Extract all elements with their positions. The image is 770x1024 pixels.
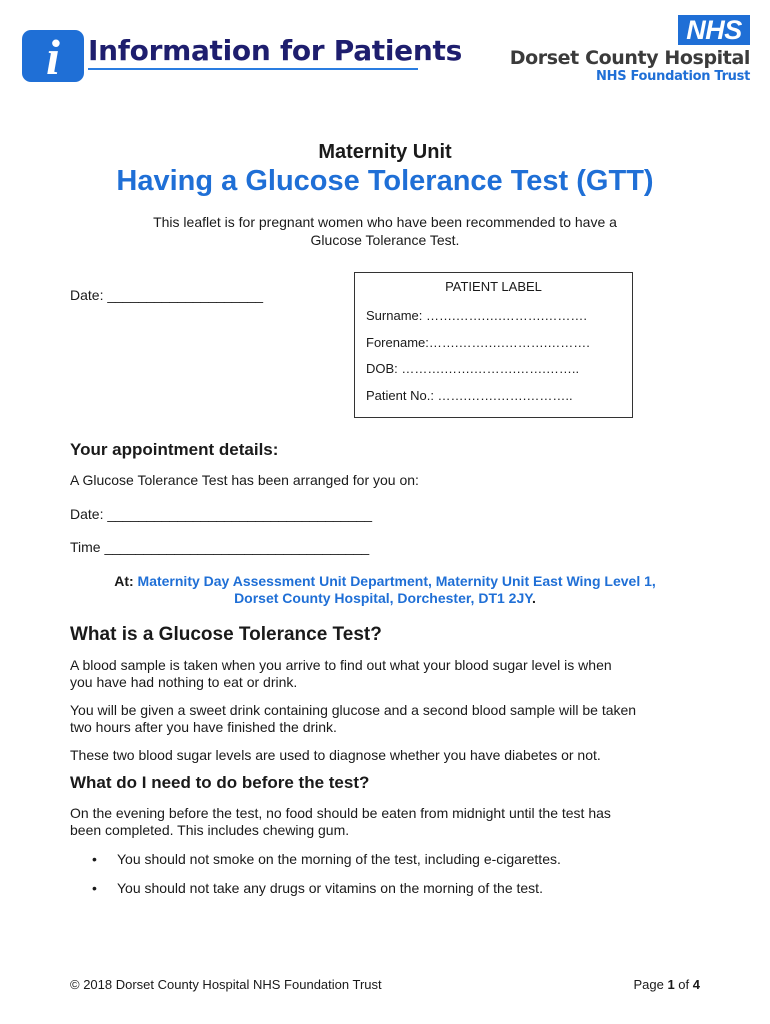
patient-label-title: PATIENT LABEL	[445, 279, 542, 294]
appointment-heading: Your appointment details:	[70, 440, 279, 459]
gtt-p1-line-2: you have had nothing to eat or drink.	[70, 674, 298, 690]
location-period: .	[532, 590, 536, 606]
trust-name: NHS Foundation Trust	[596, 69, 750, 84]
page-prefix: Page	[633, 977, 668, 992]
information-icon	[22, 29, 84, 85]
info-badge-glyph: i	[46, 29, 60, 85]
page-number	[633, 977, 700, 992]
dob-field: DOB: ……….…….……….…….……..	[366, 361, 580, 376]
intro-line-1: This leaflet is for pregnant women who have been recommended to have a	[153, 214, 617, 230]
patient-number-field: Patient No.: …….…….…….………..	[366, 388, 573, 403]
title-underline	[88, 68, 418, 70]
bullet-icon: •	[92, 880, 97, 896]
gtt-paragraph-3: These two blood sugar levels are used to diagnose whether you have diabetes or not.	[70, 747, 601, 763]
appointment-time-field: Time __________________________________	[70, 539, 370, 555]
page-of: of	[674, 977, 693, 992]
before-line-1: On the evening before the test, no food should be eaten from midnight until the test has	[70, 805, 611, 821]
information-for-patients-title: Information for Patients	[88, 34, 462, 67]
unit-heading: Maternity Unit	[318, 141, 452, 163]
intro-line-2: Glucose Tolerance Test.	[310, 232, 460, 248]
bullet-item: You should not smoke on the morning of the test, including e-cigarettes.	[117, 851, 561, 867]
before-line-2: been completed. This includes chewing gum.	[70, 822, 350, 838]
hospital-name: Dorset County Hospital	[509, 47, 750, 69]
patient-label-box	[354, 272, 633, 418]
before-test-heading: What do I need to do before the test?	[70, 773, 370, 792]
nhs-logo	[678, 15, 750, 45]
leaflet-date-field: Date: ____________________	[70, 287, 264, 303]
total-pages: 4	[692, 977, 700, 992]
surname-field: Surname: …….…….….……….……….	[366, 308, 588, 323]
location-address-2: Dorset County Hospital, Dorchester, DT1 2JY	[234, 590, 533, 606]
gtt-p2-line-2: two hours after you have finished the drink.	[70, 719, 337, 735]
bullet-item: You should not take any drugs or vitamins on the morning of the test.	[117, 880, 543, 896]
location-line-1	[70, 573, 700, 590]
gtt-paragraph-1	[70, 657, 710, 691]
appointment-date-field: Date: __________________________________	[70, 506, 373, 522]
what-is-gtt-heading: What is a Glucose Tolerance Test?	[70, 624, 382, 645]
bullet-icon: •	[92, 851, 97, 867]
intro-text	[120, 213, 650, 249]
gtt-p2-line-1: You will be given a sweet drink containing glucose and a second blood sample will be taken	[70, 702, 637, 718]
appointment-location	[70, 573, 700, 607]
current-page: 1	[667, 977, 675, 992]
gtt-paragraph-2	[70, 702, 710, 736]
before-test-paragraph	[70, 805, 710, 839]
location-line-2	[70, 590, 700, 607]
at-label: At:	[114, 573, 134, 589]
appointment-arranged-text: A Glucose Tolerance Test has been arranged for you on:	[70, 472, 419, 488]
forename-field: Forename:…….…….….……….……….	[366, 335, 590, 350]
gtt-p1-line-1: A blood sample is taken when you arrive to find out what your blood sugar level is when	[70, 657, 612, 673]
copyright-footer: © 2018 Dorset County Hospital NHS Foundation Trust	[70, 977, 382, 992]
page-title: Having a Glucose Tolerance Test (GTT)	[116, 165, 654, 197]
nhs-logo-text: NHS	[686, 14, 742, 45]
location-address-1: Maternity Day Assessment Unit Department, Maternity Unit East Wing Level 1,	[137, 573, 656, 589]
